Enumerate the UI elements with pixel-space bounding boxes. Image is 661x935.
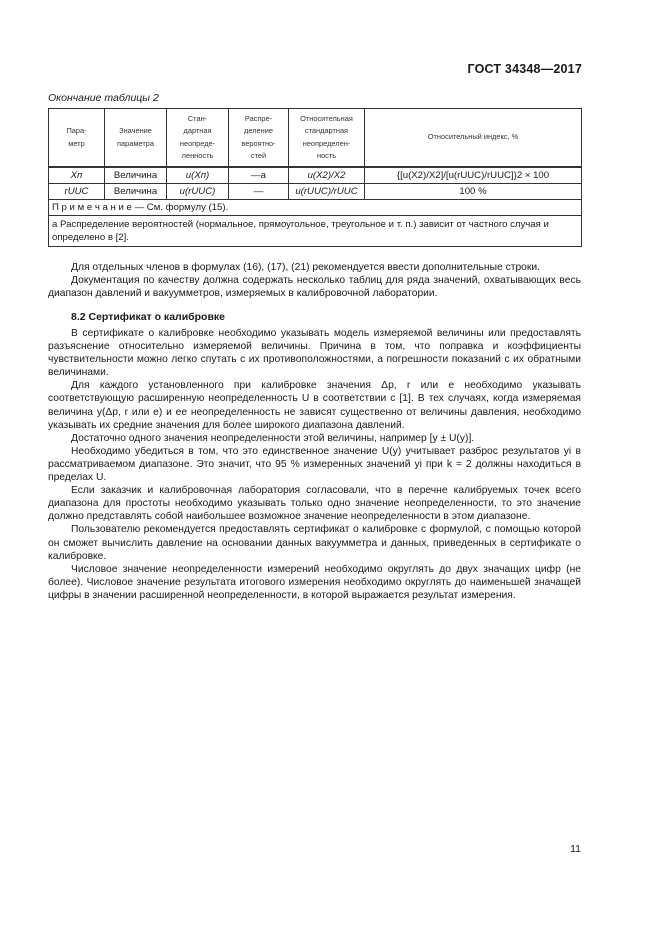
paragraph: Числовое значение неопределенности измерений необходимо округлять до двух значащих цифр (не более). Числовое значение результата итогового измерения необходимо округлять до наименьшей значащей цифры в значении расширенной неопределенности, в которой выражается результат измерения. [48,563,581,601]
paragraph: Достаточно одного значения неопределенности этой величины, например [y ± U(y)]. [71,432,475,444]
table-cell: — [229,184,289,200]
table-header-row [49,109,582,168]
paragraph: Для отдельных членов в формулах (16), (17), (21) рекомендуется ввести дополнительные строки. [71,262,541,273]
table-row [49,167,582,184]
table-footnote-row [49,216,582,247]
table-caption: Окончание таблицы 2 [48,92,159,104]
uncertainty-table [48,108,582,247]
intro-text [48,261,581,300]
table-cell: {[u(X2)/X2]/[u(rUUC)/rUUC]}2 × 100 [365,167,582,184]
table-cell: Величина [105,167,167,184]
table-cell: Xп [49,167,105,184]
paragraph: Для каждого установленного при калибровке значения Δp, r или e необходимо указывать соответствующую расширенную неопределенность U в соответствии с [1]. В тех случаях, когда измеряемая величина y(Δp, r или e) и ее неопределенность не зависят существенно от величины давления, необходимо указывать их средние значения для более широкого диапазона давлений. [48,380,581,431]
document-number: ГОСТ 34348—2017 [467,62,582,76]
column-header: Относительная стандартная неопределен- ность [289,109,365,168]
table-footnote: a Распределение вероятностей (нормальное, прямоугольное, треугольное и т. п.) зависит от частного случая и определено в [2]. [49,216,582,247]
column-header: Относительный индекс, % [365,109,582,168]
paragraph: Документация по качеству должна содержать несколько таблиц для ряда значений, охватывающих весь диапазон давлений и вакуумметров, измеряемых в калибровочной лаборатории. [48,275,581,300]
paragraph: Если заказчик и калибровочная лаборатория согласовали, что в перечне калибруемых точек всего диапазона для простоты необходимо указывать только одно значение неопределенности, то это значение должно представлять собой наибольшее возможное значение неопределенности в этом диапазоне. [48,485,581,523]
table-cell: Величина [105,184,167,200]
table-cell: —a [229,167,289,184]
section-title: 8.2 Сертификат о калибровке [71,311,226,323]
page-number: 11 [570,843,581,855]
paragraph: В сертификате о калибровке необходимо указывать модель измеряемой величины или предоставлять разъяснение относительно измеряемой величины. Причина в том, что поправка и коэффициенты чувствительности можно легко спутать с их противоположностями, а погрешности показаний с их обратными величинами. [48,328,581,379]
table-cell: u(rUUC)/rUUC [289,184,365,200]
column-header: Стан- дартная неопреде- ленность [167,109,229,168]
paragraph: Необходимо убедиться в том, что это единственное значение U(y) учитывает разброс результатов yi в рассматриваемом диапазоне. Это значит, что 95 % измеренных значений yi при k = 2 должны находиться в пределах U. [48,445,581,484]
section-body [48,327,581,602]
table-cell: rUUC [49,184,105,200]
column-header: Пара- метр [49,109,105,168]
paragraph: Пользователю рекомендуется предоставлять сертификат о калибровке с формулой, с помощью которой он сможет вычислить давление на основании данных вакуумметра и данных, приведенных в сертификате о калибровке. [48,524,581,562]
table-note-row [49,200,582,216]
table-cell: u(rUUC) [167,184,229,200]
table-cell: u(X2)/X2 [289,167,365,184]
column-header: Распре- деление вероятно- стей [229,109,289,168]
table-cell: 100 % [365,184,582,200]
table-cell: u(Xп) [167,167,229,184]
table-note: П р и м е ч а н и е — См. формулу (15). [49,200,582,216]
table-row [49,184,582,200]
column-header: Значение параметра [105,109,167,168]
